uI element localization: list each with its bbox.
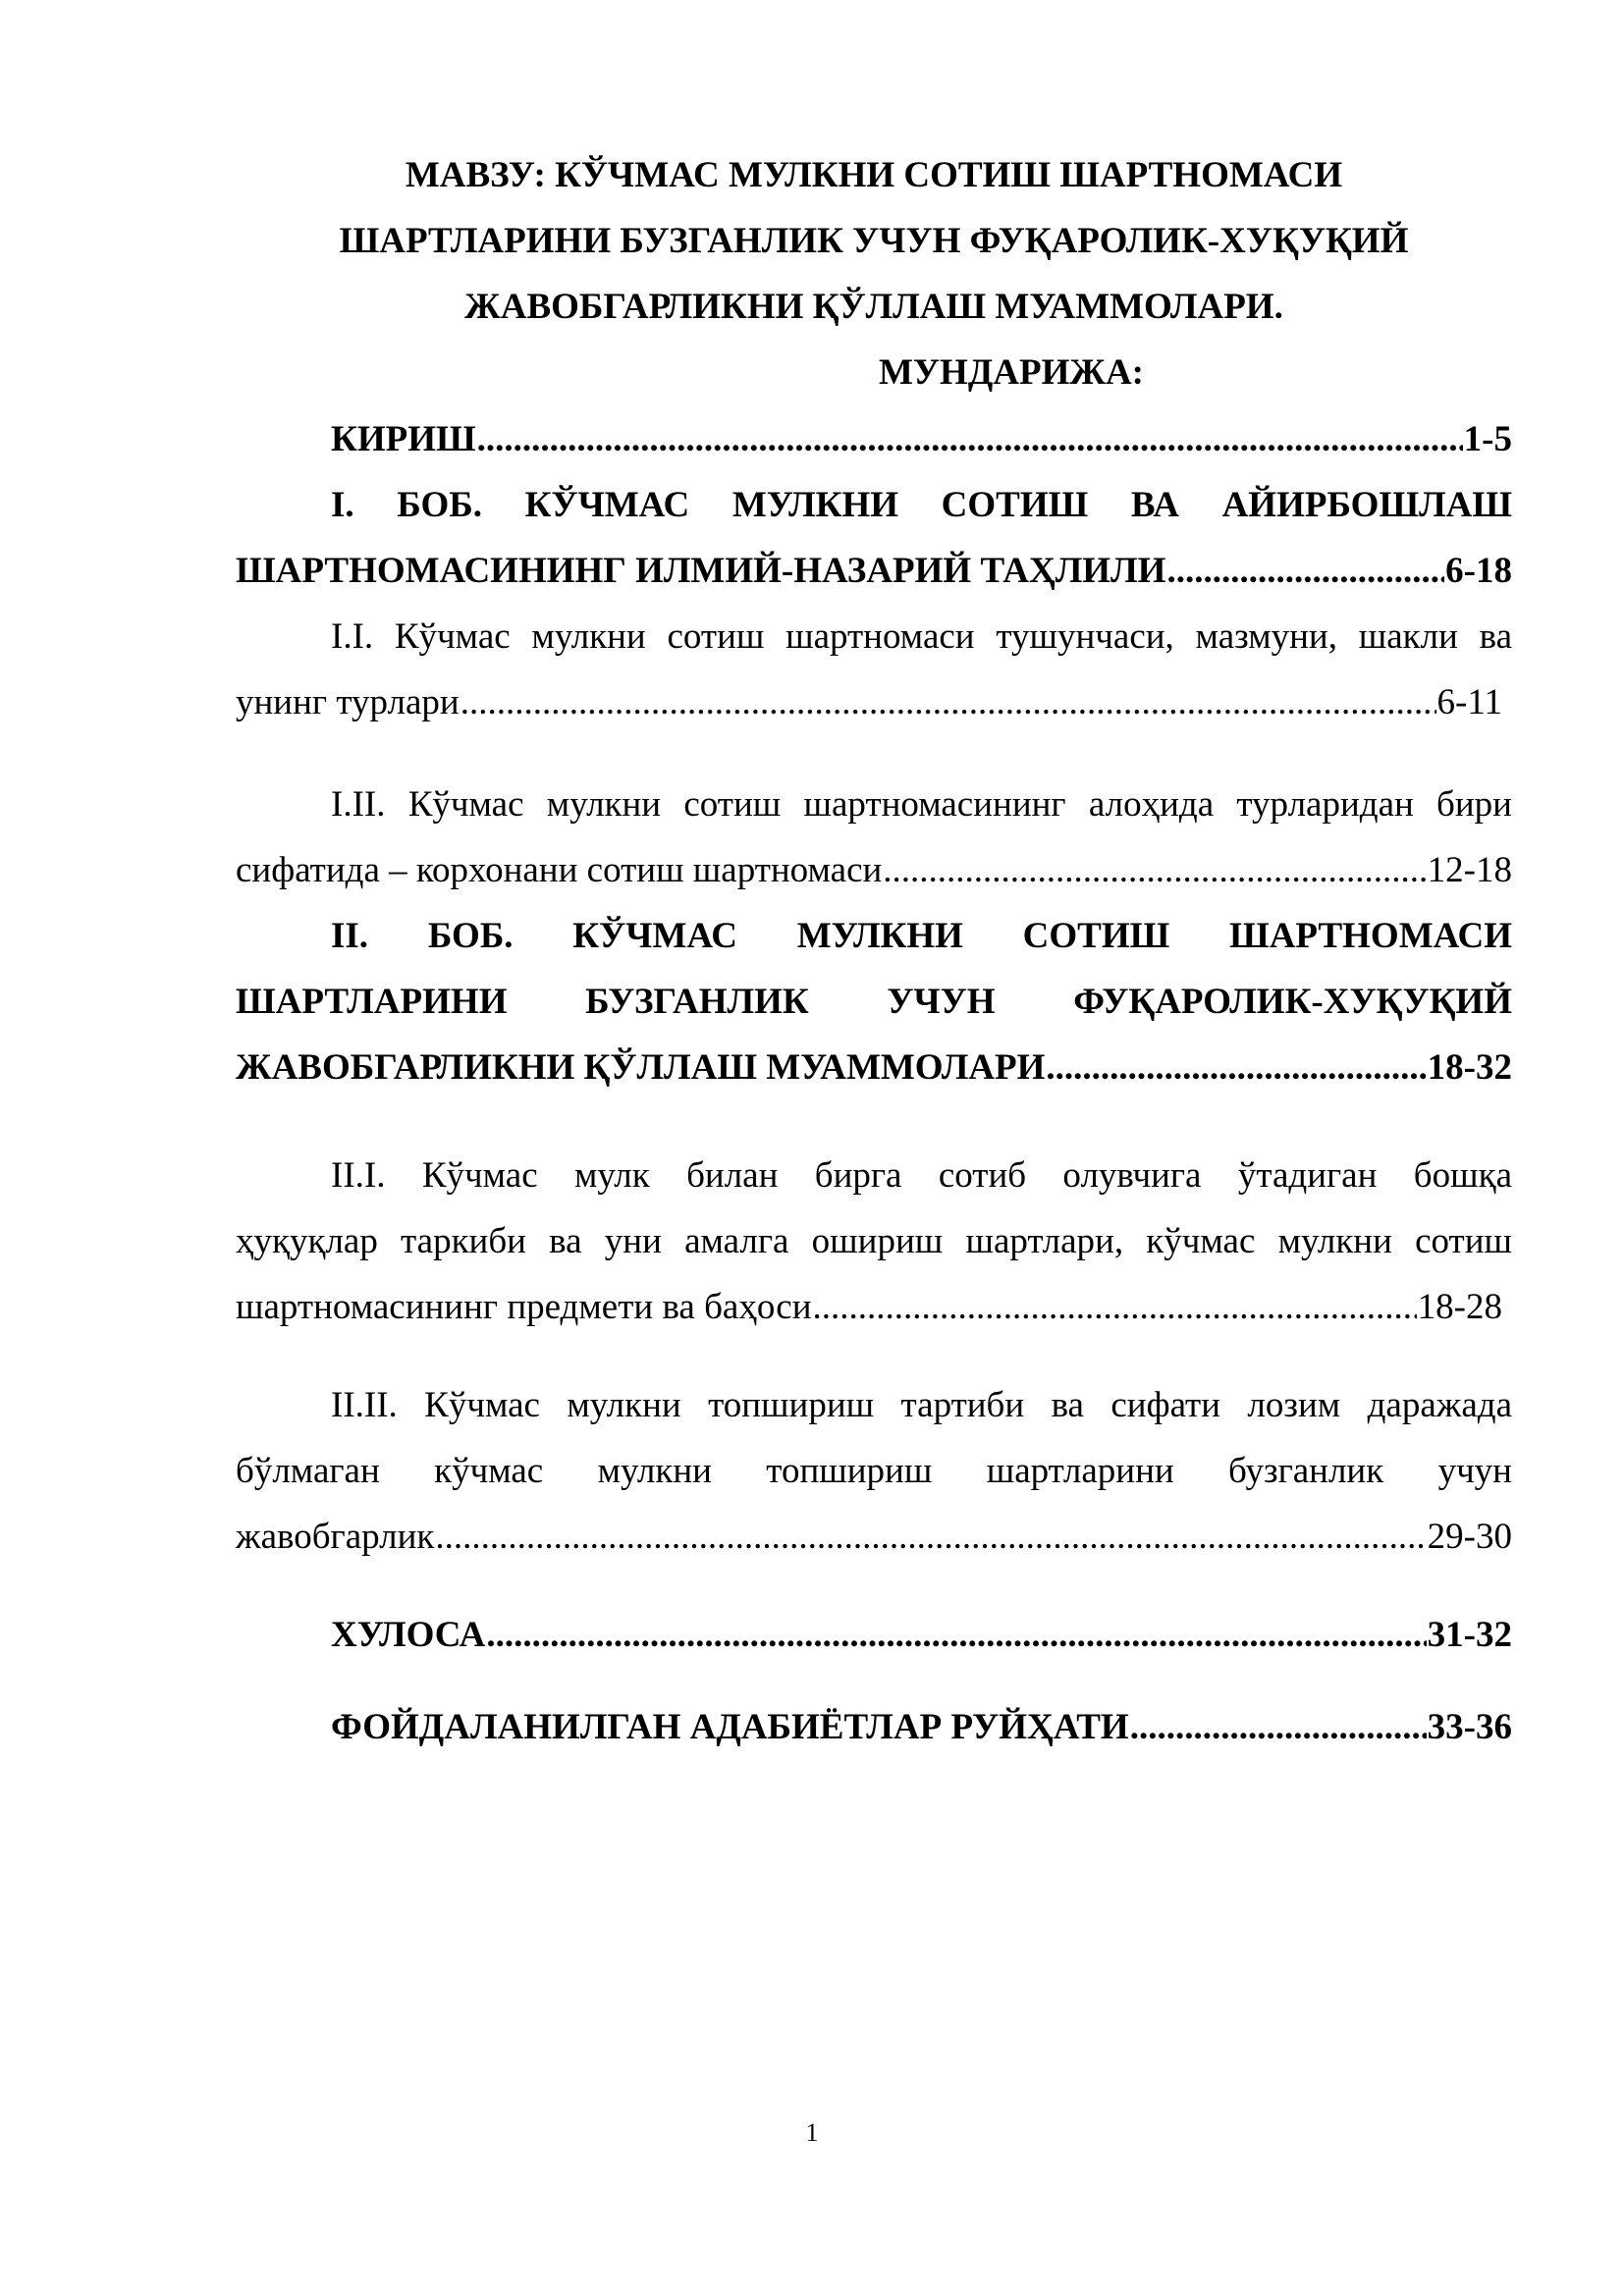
toc-entry-intro[interactable] bbox=[331, 415, 1512, 464]
dot-leader bbox=[1166, 547, 1444, 596]
dot-leader bbox=[460, 678, 1436, 727]
dot-leader bbox=[477, 415, 1463, 464]
toc-entry-text: КИРИШ bbox=[331, 419, 476, 459]
toc-chapter-2-line-2[interactable]: ШАРТЛАРИНИ БУЗГАНЛИК УЧУН ФУҚАРОЛИК-ХУҚУҚИЙ bbox=[236, 982, 1512, 1022]
toc-entry-text: сифатида – корхонани сотиш шартномаси bbox=[236, 850, 883, 890]
toc-entry-text: унинг турлари bbox=[236, 682, 460, 722]
toc-section-1-1-line-1[interactable]: I.I. Кўчмас мулкни сотиш шартномаси тушунчаси, мазмуни, шакли ва bbox=[331, 616, 1512, 657]
toc-entry-pages: 29-30 bbox=[1427, 1517, 1512, 1557]
dot-leader bbox=[486, 1611, 1426, 1660]
dot-leader bbox=[435, 1513, 1426, 1562]
toc-section-2-2-line-2[interactable]: бўлмаган кўчмас мулкни топшириш шартларини бузганлик учун bbox=[236, 1451, 1512, 1491]
toc-section-1-2-line-1[interactable]: I.II. Кўчмас мулкни сотиш шартномасининг алоҳида турларидан бири bbox=[331, 784, 1512, 825]
toc-section-2-1-line-1[interactable]: II.I. Кўчмас мулк билан бирга сотиб олувчига ўтадиган бошқа bbox=[331, 1155, 1512, 1196]
toc-entry-pages: 18-28 bbox=[1417, 1287, 1502, 1327]
dot-leader bbox=[883, 846, 1426, 895]
toc-entry-pages: 18-32 bbox=[1427, 1047, 1512, 1088]
toc-chapter-2-line-1[interactable]: II. БОБ. КЎЧМАС МУЛКНИ СОТИШ ШАРТНОМАСИ bbox=[331, 916, 1512, 956]
toc-entry-pages: 33-36 bbox=[1427, 1707, 1512, 1747]
dot-leader bbox=[1130, 1703, 1427, 1752]
toc-section-2-2-line-1[interactable]: II.II. Кўчмас мулкни топшириш тартиби ва сифати лозим даражада bbox=[331, 1385, 1512, 1425]
toc-entry-text: ФОЙДАЛАНИЛГАН АДАБИЁТЛАР РУЙҲАТИ bbox=[331, 1707, 1129, 1747]
toc-entry-text: ХУЛОСА bbox=[331, 1615, 486, 1655]
toc-heading: МУНДАРИЖА: bbox=[878, 352, 1145, 393]
toc-entry-pages: 6-11 bbox=[1436, 682, 1502, 722]
toc-entry-text: шартномасининг предмети ва баҳоси bbox=[236, 1287, 812, 1327]
toc-chapter-1-line-1[interactable]: I. БОБ. КЎЧМАС МУЛКНИ СОТИШ ВА АЙИРБОШЛАШ bbox=[331, 485, 1512, 525]
title-line-2: ШАРТЛАРИНИ БУЗГАНЛИК УЧУН ФУҚАРОЛИК-ХУҚУҚИЙ bbox=[339, 221, 1409, 261]
toc-section-1-2-line-2[interactable] bbox=[236, 846, 1512, 895]
toc-entry-conclusion[interactable] bbox=[331, 1611, 1512, 1660]
toc-entry-pages: 1-5 bbox=[1463, 419, 1512, 459]
toc-entry-pages: 12-18 bbox=[1427, 850, 1512, 890]
toc-chapter-2-line-3[interactable] bbox=[236, 1043, 1512, 1093]
dot-leader bbox=[813, 1283, 1417, 1332]
title-line-3: ЖАВОБГАРЛИКНИ ҚЎЛЛАШ МУАММОЛАРИ. bbox=[464, 287, 1283, 327]
page-number: 1 bbox=[805, 2118, 819, 2147]
toc-chapter-1-line-2[interactable] bbox=[236, 547, 1512, 596]
toc-entry-text: ШАРТНОМАСИНИНГ ИЛМИЙ-НАЗАРИЙ ТАҲЛИЛИ bbox=[236, 551, 1166, 591]
dot-leader bbox=[1046, 1043, 1426, 1093]
toc-section-2-2-line-3[interactable] bbox=[236, 1513, 1512, 1562]
toc-entry-text: жавобгарлик bbox=[236, 1517, 435, 1557]
toc-section-2-1-line-3[interactable] bbox=[236, 1283, 1502, 1332]
title-line-1: МАВЗУ: КЎЧМАС МУЛКНИ СОТИШ ШАРТНОМАСИ bbox=[405, 155, 1343, 195]
toc-entry-pages: 6-18 bbox=[1445, 551, 1512, 591]
toc-section-1-1-line-2[interactable] bbox=[236, 678, 1502, 727]
toc-entry-text: ЖАВОБГАРЛИКНИ ҚЎЛЛАШ МУАММОЛАРИ bbox=[236, 1047, 1046, 1088]
toc-entry-pages: 31-32 bbox=[1427, 1615, 1512, 1655]
toc-entry-references[interactable] bbox=[331, 1703, 1512, 1752]
toc-section-2-1-line-2[interactable]: ҳуқуқлар таркиби ва уни амалга ошириш шартлари, кўчмас мулкни сотиш bbox=[236, 1221, 1512, 1261]
